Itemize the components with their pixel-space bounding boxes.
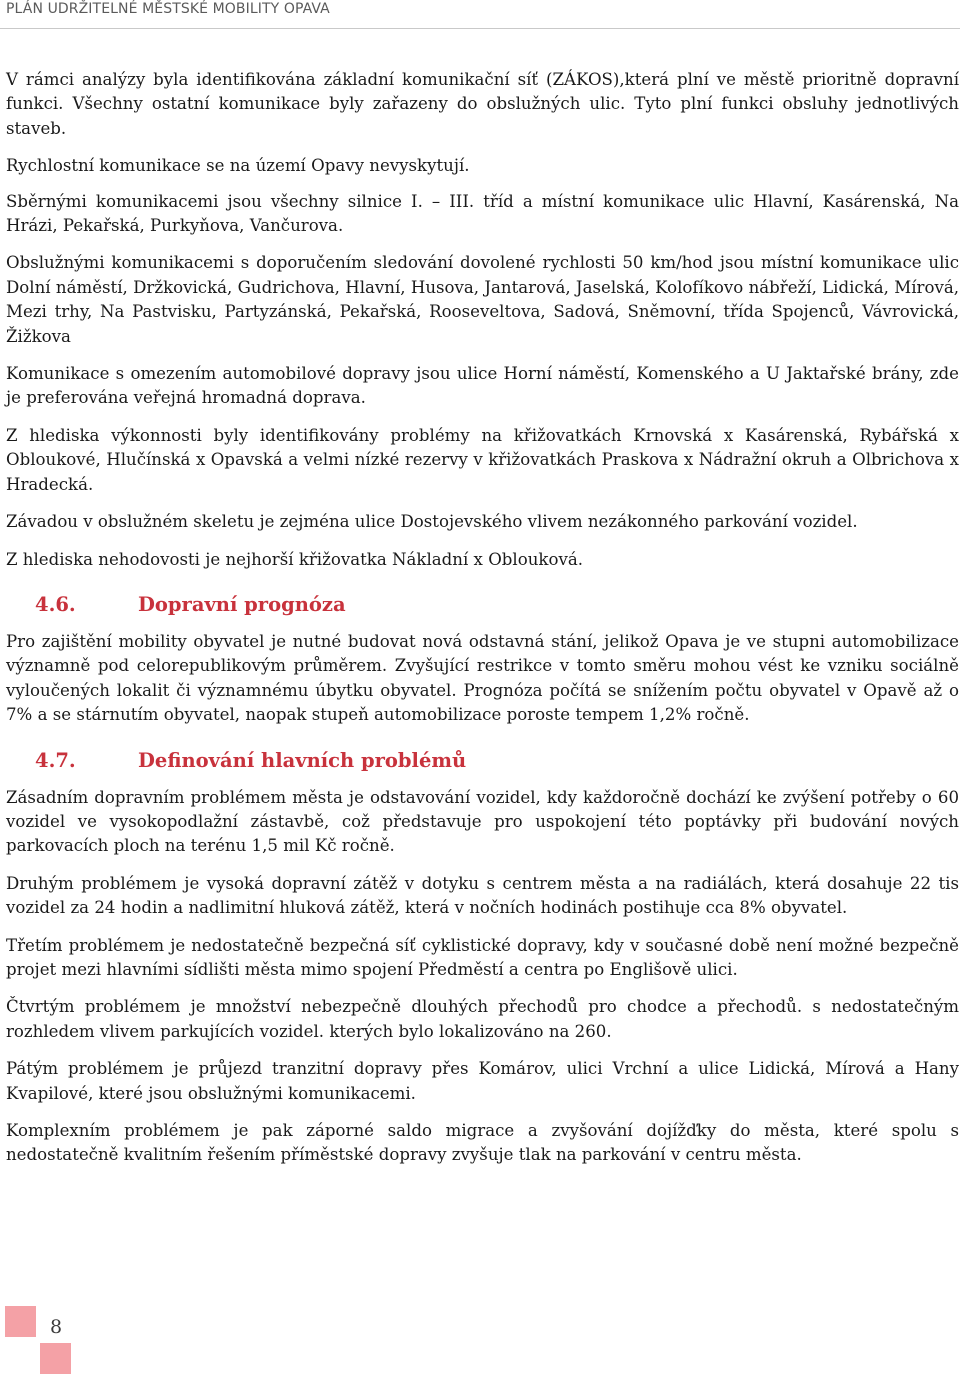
paragraph-zakos: V rámci analýzy byla identifikována základní komunikační síť (ZÁKOS),která plní ve městě prioritně dopravní funkci. Všechny ostatní komunikace byly zařazeny do obslužných ulic. Tyto plní funkci obsluhy jednotlivých staveb. (6, 70, 959, 138)
paragraph-problem-5: Pátým problémem je průjezd tranzitní dopravy přes Komárov, ulici Vrchní a ulice Lidická, Mírová a Hany Kvapilové, které jsou obslužnými komunikacemi. (6, 1059, 959, 1103)
section-number: 4.7. (35, 748, 76, 772)
page-number: 8 (50, 1316, 63, 1338)
paragraph-nehodovost: Z hlediska nehodovosti je nejhorší křižovatka Nákladní x Oblouková. (6, 549, 583, 569)
paragraph-problem-6: Komplexním problémem je pak záporné saldo migrace a zvyšování dojížďky do města, které spolu s nedostatečně kvalitním řešením příměstské dopravy zvyšuje tlak na parkování v centru města. (6, 1121, 959, 1165)
paragraph-sberne: Sběrnými komunikacemi jsou všechny silnice I. – III. tříd a místní komunikace ulic Hlavní, Kasárenská, Na Hrázi, Pekařská, Purkyňova, Vančurova. (6, 191, 959, 236)
paragraph-obsluzne: Obslužnými komunikacemi s doporučením sledování dovolené rychlosti 50 km/hod jsou místní komunikace ulic Dolní náměstí, Držkovická, Gudrichova, Hlavní, Husova, Jantarová, Jaselská, Kolofíkovo nábřeží, Lidická, Mírová, Mezi trhy, Na Pastvisku, Partyzánská, Pekařská, Rooseveltova, Sadová, Sněmovní, třída Spojenců, Vávrovická, Žižkova (6, 253, 959, 346)
section-title: Dopravní prognóza (138, 592, 346, 616)
section-title: Definování hlavních problémů (138, 748, 467, 772)
section-number: 4.6. (35, 592, 76, 616)
document-body (6, 68, 959, 1181)
footer-decor-square (40, 1343, 71, 1374)
paragraph-problem-4: Čtvrtým problémem je množství nebezpečně dlouhých přechodů pro chodce a přechodů. s nedostatečným rozhledem vlivem parkujících vozidel. kterých bylo lokalizováno na 260. (6, 997, 959, 1041)
page-header (0, 0, 960, 29)
document-title: PLÁN UDRŽITELNÉ MĚSTSKÉ MOBILITY OPAVA (6, 1, 330, 17)
section-heading-problemy (6, 748, 959, 774)
paragraph-rychlostni: Rychlostní komunikace se na území Opavy nevyskytují. (6, 156, 470, 176)
paragraph-vykonnost: Z hlediska výkonnosti byly identifikovány problémy na křižovatkách Krnovská x Kasárenská, Rybářská x Obloukové, Hlučínská x Opavská a velmi nízké rezervy v křižovatkách Praskova x Nádražní okruh a Olbrichova x Hradecká. (6, 425, 959, 494)
paragraph-omezeni: Komunikace s omezením automobilové dopravy jsou ulice Horní náměstí, Komenského a U Jaktařské brány, zde je preferována veřejná hromadná doprava. (6, 364, 959, 408)
footer-decor-square (5, 1306, 36, 1337)
paragraph-prognoza: Pro zajištění mobility obyvatel je nutné budovat nová odstavná stání, jelikož Opava je ve stupni automobilizace významně pod celorepublikovým průměrem. Zvyšující restrikce v tomto směru mohou vést ke vzniku sociálně vyloučených lokalit či významnému úbytku obyvatel. Prognóza počítá se snížením počtu obyvatel v Opavě až o 7% a se stárnutím obyvatel, naopak stupeň automobilizace poroste tempem 1,2% ročně. (6, 631, 959, 725)
paragraph-problem-2: Druhým problémem je vysoká dopravní zátěž v dotyku s centrem města a na radiálách, která dosahuje 22 tis vozidel za 24 hodin a nadlimitní hluková zátěž, která v nočních hodinách postihuje cca 8% obyvatel. (6, 873, 959, 918)
paragraph-zavada: Závadou v obslužném skeletu je zejména ulice Dostojevského vlivem nezákonného parkování vozidel. (6, 512, 858, 532)
paragraph-problem-3: Třetím problémem je nedostatečně bezpečná síť cyklistické dopravy, kdy v současné době není možné bezpečně projet mezi hlavními sídlišti města mimo spojení Předměstí a centra po Englišově ulici. (6, 935, 959, 979)
section-heading-prognoza (6, 592, 959, 618)
paragraph-problem-1: Zásadním dopravním problémem města je odstavování vozidel, kdy každoročně dochází ke zvýšení potřeby o 60 vozidel ve vysokopodlažní zástavbě, což představuje pro uspokojení této poptávky při budování nových parkovacích ploch na terénu 1,5 mil Kč ročně. (6, 787, 959, 856)
